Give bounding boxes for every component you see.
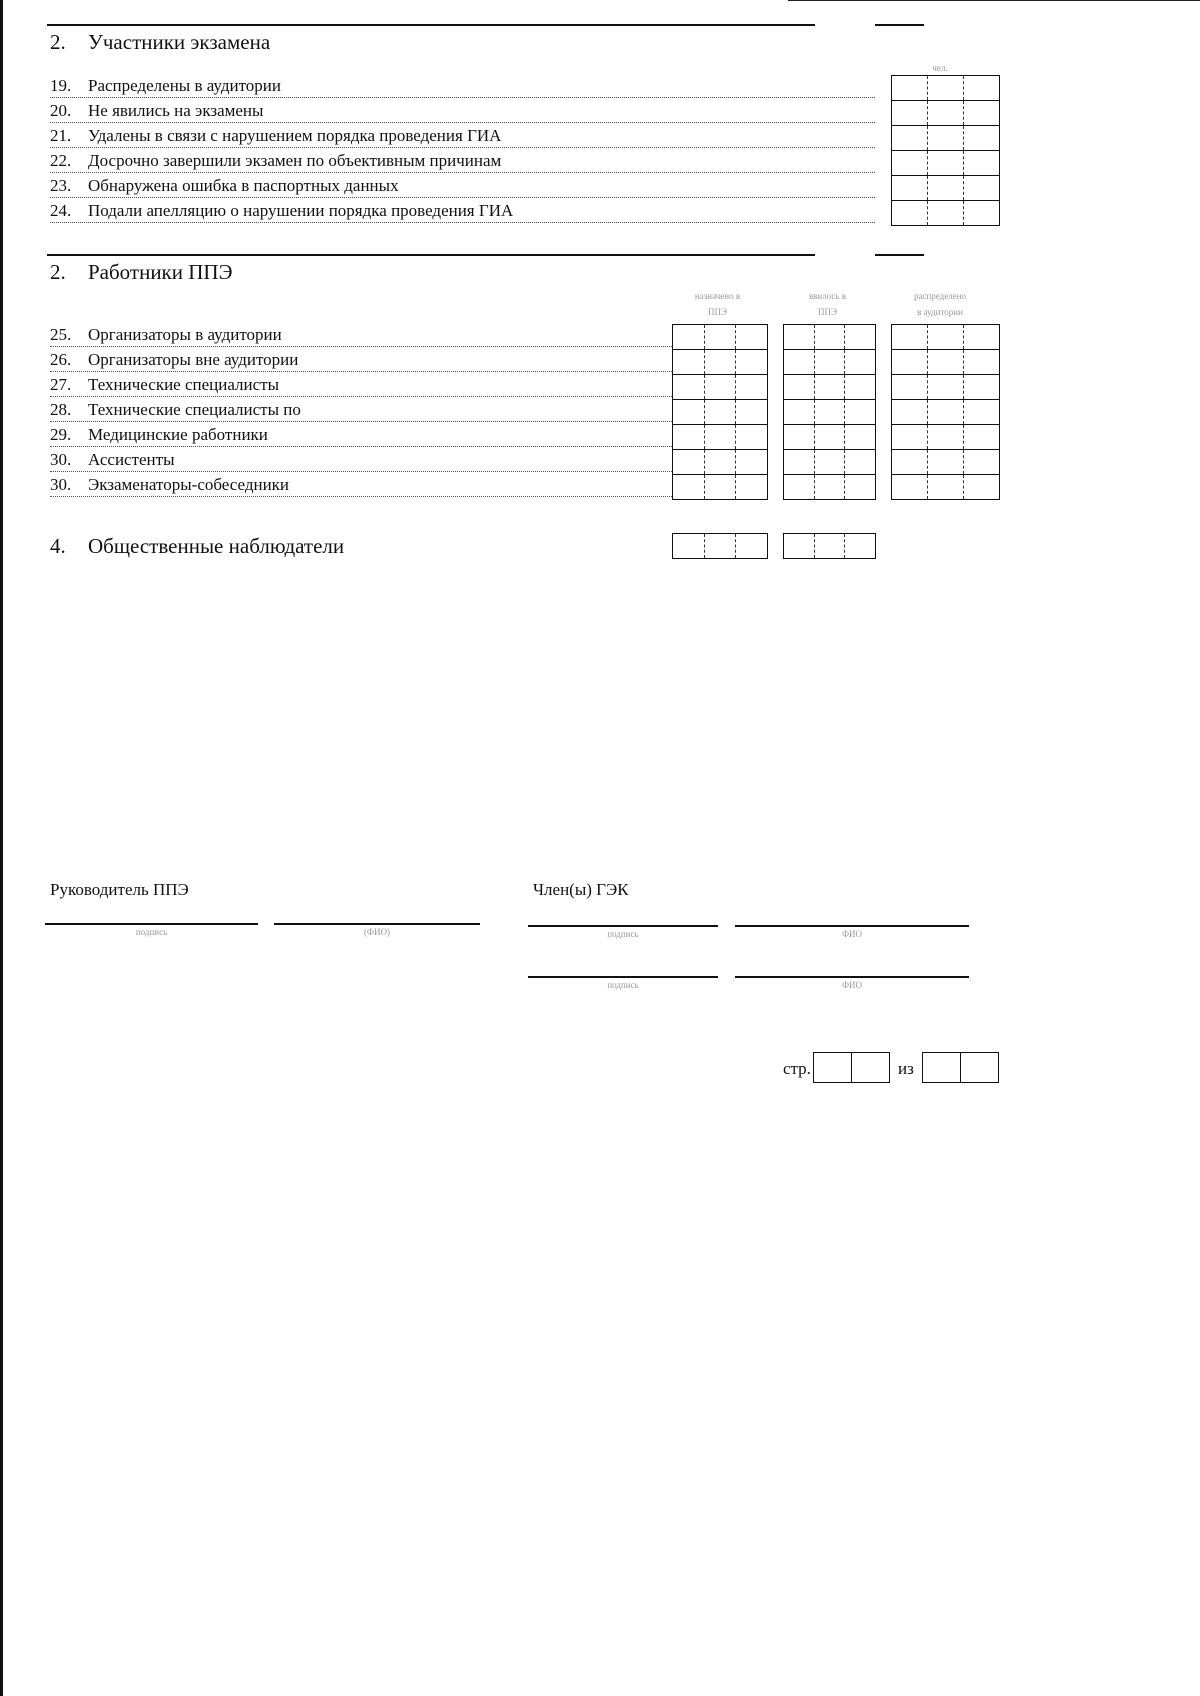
staff-row-count-box-1[interactable] (672, 374, 768, 400)
page-number-box[interactable] (813, 1052, 890, 1083)
participant-row-label: Подали апелляцию о нарушении порядка проведения ГИА (88, 201, 514, 220)
head-of-ppe-label: Руководитель ППЭ (50, 880, 189, 899)
staff-row-count-box-1[interactable] (672, 324, 768, 350)
staff-row-count-box-3[interactable] (891, 349, 1000, 375)
page-left-border (0, 0, 3, 1696)
signature-caption: подпись (607, 929, 639, 939)
staff-row-count-box-2[interactable] (783, 474, 876, 500)
staff-row-count-box-2[interactable] (783, 349, 876, 375)
section-rule (47, 254, 815, 256)
section-rule-short (875, 24, 924, 26)
participant-row-label: Обнаружена ошибка в паспортных данных (88, 176, 399, 195)
participant-row-number: 24. (50, 201, 72, 220)
staff-row-count-box-3[interactable] (891, 449, 1000, 475)
participant-row-label: Не явились на экзамены (88, 101, 264, 120)
name-caption: (ФИО) (363, 927, 391, 937)
participant-row-count-box-1[interactable] (891, 175, 1000, 201)
dotted-leader (50, 172, 875, 173)
participant-row-label: Распределены в аудитории (88, 76, 281, 95)
staff-row-label: Технические специалисты по (88, 400, 301, 419)
staff-row-number: 30. (50, 475, 72, 494)
gek-name-line-2[interactable] (735, 976, 969, 978)
head-signature-line[interactable] (45, 923, 258, 925)
dotted-leader (50, 197, 875, 198)
observers-count-box-assigned[interactable] (672, 533, 768, 559)
staff-row-label: Экзаменаторы-собеседники (88, 475, 290, 494)
participant-row-count-box-1[interactable] (891, 125, 1000, 151)
dotted-leader (50, 222, 875, 223)
staff-row-label: Технические специалисты (88, 375, 280, 394)
staff-row-number: 29. (50, 425, 72, 444)
dotted-leader (50, 97, 875, 98)
staff-row-count-box-2[interactable] (783, 449, 876, 475)
staff-row-count-box-2[interactable] (783, 424, 876, 450)
staff-row-number: 30. (50, 450, 72, 469)
name-caption: ФИО (841, 929, 863, 939)
staff-row-count-box-3[interactable] (891, 399, 1000, 425)
staff-row-count-box-3[interactable] (891, 474, 1000, 500)
staff-row-count-box-3[interactable] (891, 374, 1000, 400)
participant-row-number: 23. (50, 176, 72, 195)
staff-row-label: Организаторы в аудитории (88, 325, 282, 344)
section-number: 2. (50, 260, 66, 284)
section-title: Работники ППЭ (88, 260, 233, 284)
staff-row-count-box-1[interactable] (672, 474, 768, 500)
dotted-leader (50, 471, 672, 472)
participant-row-number: 22. (50, 151, 72, 170)
staff-row-number: 28. (50, 400, 72, 419)
name-caption: ФИО (841, 980, 863, 990)
column-header-distributed: распределено в аудитории (913, 291, 967, 317)
gek-signature-line-2[interactable] (528, 976, 718, 978)
column-header-assigned: назначено в ППЭ (694, 291, 741, 317)
signature-caption: подпись (607, 980, 639, 990)
staff-row-count-box-2[interactable] (783, 399, 876, 425)
participant-row-count-box-1[interactable] (891, 200, 1000, 226)
staff-row-count-box-2[interactable] (783, 374, 876, 400)
staff-row-number: 26. (50, 350, 72, 369)
staff-row-count-box-1[interactable] (672, 399, 768, 425)
staff-row-count-box-3[interactable] (891, 324, 1000, 350)
participant-row-number: 21. (50, 126, 72, 145)
staff-row-label: Ассистенты (88, 450, 175, 469)
participant-row-label: Досрочно завершили экзамен по объективным причинам (88, 151, 502, 170)
participant-row-count-box-1[interactable] (891, 150, 1000, 176)
staff-row-number: 27. (50, 375, 72, 394)
top-edge-rule (788, 0, 1200, 1)
page-label: стр. (783, 1059, 811, 1078)
dotted-leader (50, 346, 672, 347)
staff-row-number: 25. (50, 325, 72, 344)
dotted-leader (50, 147, 875, 148)
section-number: 4. (50, 534, 66, 558)
dotted-leader (50, 396, 672, 397)
section-title: Общественные наблюдатели (88, 534, 345, 558)
dotted-leader (50, 371, 672, 372)
gek-name-line-1[interactable] (735, 925, 969, 927)
staff-row-count-box-1[interactable] (672, 349, 768, 375)
head-name-line[interactable] (274, 923, 480, 925)
column-header-arrived: явилось в ППЭ (808, 291, 847, 317)
of-label: из (898, 1059, 914, 1078)
gek-members-label: Член(ы) ГЭК (533, 880, 629, 899)
dotted-leader (50, 496, 672, 497)
dotted-leader (50, 421, 672, 422)
section-rule-short (875, 254, 924, 256)
column-header: чел. (932, 63, 948, 73)
participant-row-count-box-1[interactable] (891, 75, 1000, 101)
staff-row-label: Организаторы вне аудитории (88, 350, 299, 369)
section-title: Участники экзамена (88, 30, 271, 54)
observers-count-box-arrived[interactable] (783, 533, 876, 559)
participant-row-label: Удалены в связи с нарушением порядка проведения ГИА (88, 126, 502, 145)
staff-row-count-box-1[interactable] (672, 424, 768, 450)
staff-row-count-box-3[interactable] (891, 424, 1000, 450)
gek-signature-line-1[interactable] (528, 925, 718, 927)
staff-row-label: Медицинские работники (88, 425, 268, 444)
participant-row-number: 19. (50, 76, 72, 95)
signature-caption: подпись (135, 927, 168, 937)
dotted-leader (50, 122, 875, 123)
section-rule (47, 24, 815, 26)
total-pages-box[interactable] (922, 1052, 999, 1083)
participant-row-count-box-1[interactable] (891, 100, 1000, 126)
staff-row-count-box-1[interactable] (672, 449, 768, 475)
participant-row-number: 20. (50, 101, 72, 120)
section-number: 2. (50, 30, 66, 54)
staff-row-count-box-2[interactable] (783, 324, 876, 350)
dotted-leader (50, 446, 672, 447)
